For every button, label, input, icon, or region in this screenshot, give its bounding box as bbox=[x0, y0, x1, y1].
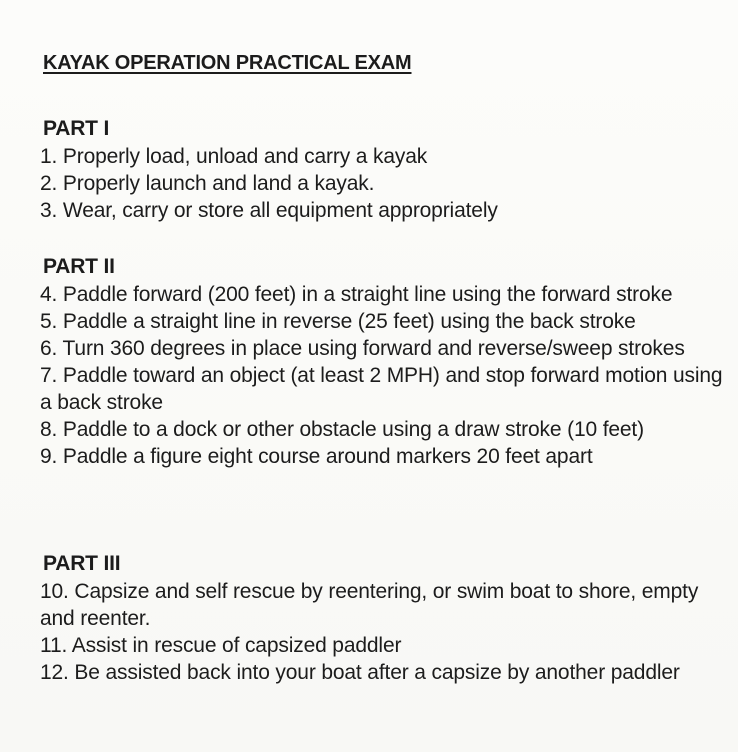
part-iii-section bbox=[40, 550, 730, 686]
list-item: 12. Be assisted back into your boat after a capsize by another paddler bbox=[40, 661, 680, 684]
list-item: 11. Assist in rescue of capsized paddler bbox=[40, 634, 402, 657]
list-item: 8. Paddle to a dock or other obstacle using a draw stroke (10 feet) bbox=[40, 418, 644, 441]
list-item: 1. Properly load, unload and carry a kayak bbox=[40, 145, 428, 168]
part-ii-section bbox=[40, 253, 730, 470]
list-item: 4. Paddle forward (200 feet) in a straight line using the forward stroke bbox=[40, 283, 673, 306]
list-item: 5. Paddle a straight line in reverse (25 feet) using the back stroke bbox=[40, 310, 636, 333]
part-i-section bbox=[40, 115, 730, 224]
list-item: 9. Paddle a figure eight course around markers 20 feet apart bbox=[40, 445, 593, 468]
list-item: 6. Turn 360 degrees in place using forward and reverse/sweep strokes bbox=[40, 337, 685, 360]
list-item: 7. Paddle toward an object (at least 2 MPH) and stop forward motion using a back stroke bbox=[40, 364, 723, 414]
part-heading: PART I bbox=[43, 117, 110, 140]
list-item: 2. Properly launch and land a kayak. bbox=[40, 172, 375, 195]
part-heading: PART III bbox=[43, 552, 121, 575]
list-item: 10. Capsize and self rescue by reentering, or swim boat to shore, empty and reenter. bbox=[40, 580, 699, 630]
part-heading: PART II bbox=[43, 255, 115, 278]
list-item: 3. Wear, carry or store all equipment appropriately bbox=[40, 199, 498, 222]
document-title: KAYAK OPERATION PRACTICAL EXAM bbox=[43, 52, 412, 74]
